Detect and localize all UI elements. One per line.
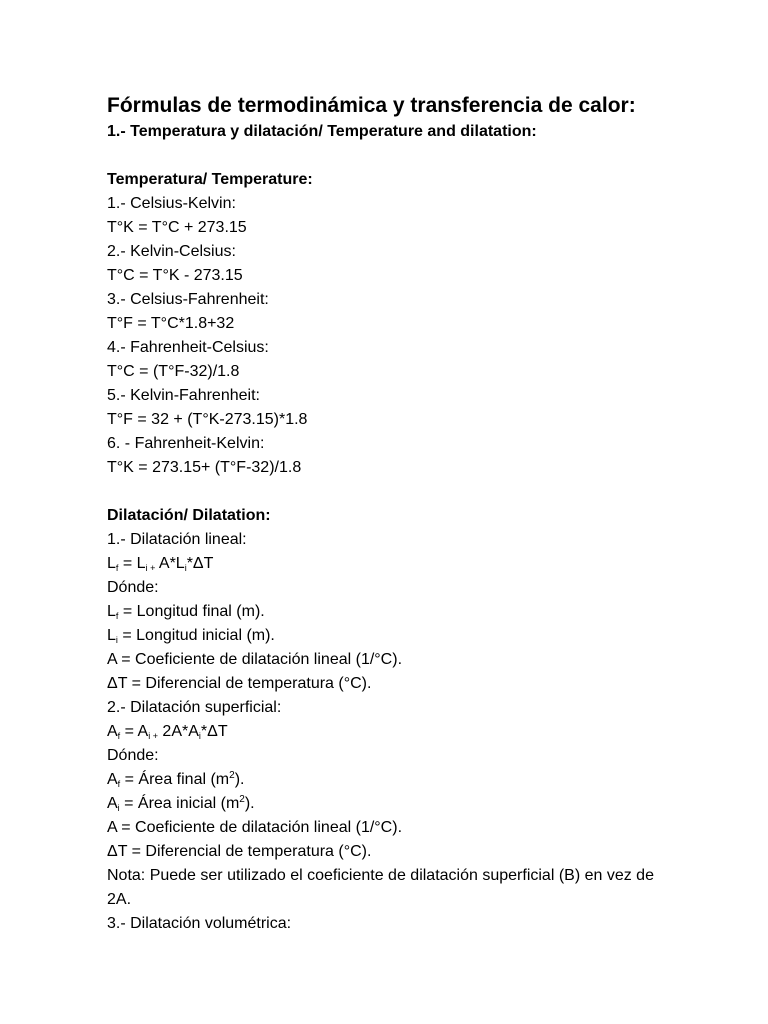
- temp-line-2: T°K = T°C + 273.15: [107, 219, 247, 236]
- definition-text: ).: [244, 795, 255, 812]
- temp-line-7: 4.- Fahrenheit-Celsius:: [107, 339, 269, 356]
- temp-line-1: 1.- Celsius-Kelvin:: [107, 195, 236, 212]
- donde-label: Dónde:: [107, 579, 159, 596]
- subscript: i +: [148, 731, 158, 741]
- definition-text: ).: [234, 771, 245, 788]
- formula-text: *ΔT: [186, 555, 214, 572]
- subscript: i: [184, 563, 187, 573]
- a-definition: A = Coeficiente de dilatación lineal (1/°C).: [107, 819, 403, 836]
- a-definition: A = Coeficiente de dilatación lineal (1/°C).: [107, 651, 403, 668]
- dt-definition: ΔT = Diferencial de temperatura (°C).: [107, 675, 372, 692]
- formula-symbol: A: [107, 771, 118, 788]
- temp-line-10: T°F = 32 + (T°K-273.15)*1.8: [107, 411, 308, 428]
- formula-symbol: L: [136, 555, 146, 572]
- temp-line-6: T°F = T°C*1.8+32: [107, 315, 235, 332]
- definition-text: = Longitud final (m).: [118, 603, 265, 620]
- dilatation-heading: Dilatación/ Dilatation:: [107, 507, 271, 524]
- note-paragraph: Nota: Puede ser utilizado el coeficiente de dilatación superficial (B) en vez de 2A.: [107, 867, 654, 908]
- donde-label: Dónde:: [107, 747, 159, 764]
- formula-text: =: [118, 555, 137, 572]
- subscript: f: [115, 611, 119, 621]
- temp-line-9: 5.- Kelvin-Fahrenheit:: [107, 387, 260, 404]
- superscript: 2: [239, 794, 245, 805]
- formula-symbol: L: [107, 627, 116, 644]
- temperature-heading: Temperatura/ Temperature:: [107, 171, 313, 188]
- formula-text: A*L: [155, 555, 185, 572]
- formula-symbol: L: [107, 603, 116, 620]
- lf-definition: [107, 600, 667, 624]
- ai-definition: [107, 792, 667, 816]
- document-content: [107, 92, 667, 936]
- subscript: i: [198, 731, 201, 741]
- subscript: i +: [145, 563, 156, 573]
- formula-symbol: A: [137, 723, 149, 740]
- formula-symbol: L: [107, 555, 116, 572]
- formula-symbol: A: [107, 723, 118, 740]
- definition-text: = Área final (m: [120, 771, 230, 788]
- document-title: Fórmulas de termodinámica y transferencia de calor:: [107, 94, 636, 117]
- subscript: i: [115, 635, 118, 645]
- temp-line-3: 2.- Kelvin-Celsius:: [107, 243, 236, 260]
- temp-line-12: T°K = 273.15+ (T°F-32)/1.8: [107, 459, 302, 476]
- blank-line: [107, 480, 667, 504]
- linear-title: 1.- Dilatación lineal:: [107, 531, 247, 548]
- blank-line: [107, 144, 667, 168]
- formula-text: 2A*A: [157, 723, 199, 740]
- subscript: f: [115, 563, 119, 573]
- li-definition: [107, 624, 667, 648]
- subscript: f: [117, 731, 121, 741]
- temp-line-5: 3.- Celsius-Fahrenheit:: [107, 291, 269, 308]
- superscript: 2: [229, 770, 235, 781]
- linear-formula: [107, 552, 667, 576]
- dt-definition: ΔT = Diferencial de temperatura (°C).: [107, 843, 372, 860]
- superficial-formula: [107, 720, 667, 744]
- temp-line-11: 6. - Fahrenheit-Kelvin:: [107, 435, 265, 452]
- subscript: i: [117, 803, 120, 813]
- formula-symbol: A: [107, 795, 118, 812]
- formula-text: =: [120, 723, 138, 740]
- af-definition: [107, 768, 667, 792]
- superficial-title: 2.- Dilatación superficial:: [107, 699, 282, 716]
- definition-text: = Longitud inicial (m).: [117, 627, 275, 644]
- temp-line-8: T°C = (T°F-32)/1.8: [107, 363, 240, 380]
- volumetric-title: 3.- Dilatación volumétrica:: [107, 915, 292, 932]
- formula-text: *ΔT: [200, 723, 228, 740]
- subscript: f: [117, 779, 121, 789]
- temp-line-4: T°C = T°K - 273.15: [107, 267, 243, 284]
- definition-text: = Área inicial (m: [119, 795, 240, 812]
- section-heading: 1.- Temperatura y dilatación/ Temperature and dilatation:: [107, 123, 537, 140]
